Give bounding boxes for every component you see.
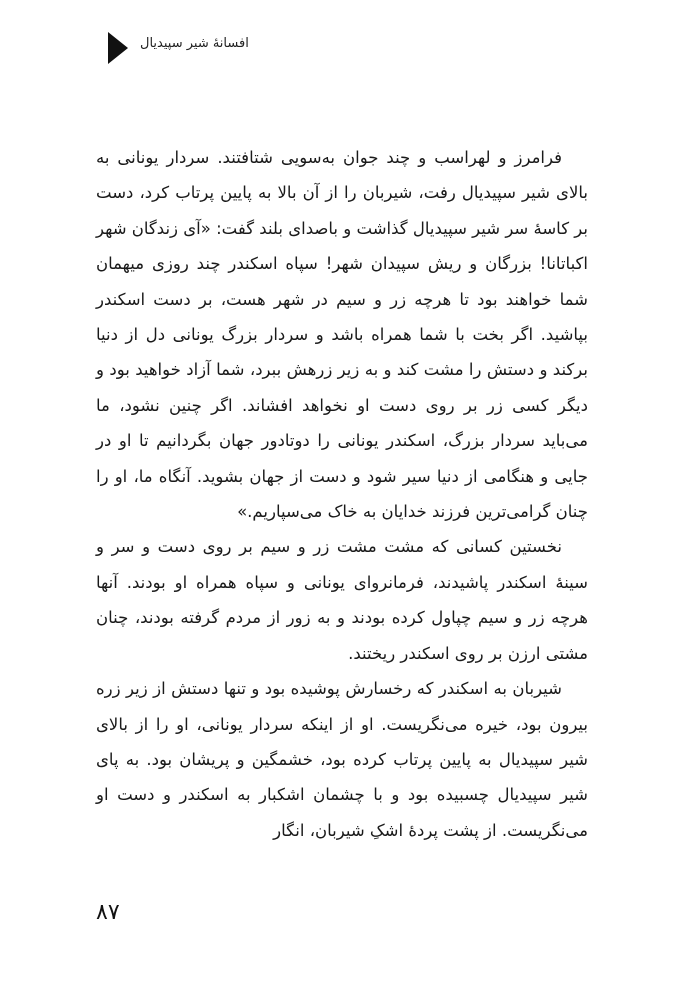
running-header xyxy=(100,28,260,68)
body-text xyxy=(96,140,588,848)
page-number: ۸۷ xyxy=(96,900,120,925)
paragraph-3: شیربان به اسکندر که رخسارش پوشیده بود و تنها دستش از زیر زره بیرون بود، خیره می‌نگریست. او از اینکه سردار یونانی، او را از بالای شیر سپیدیال به پایین پرتاب کرده بود، خشمگین و پریشان بود. به پای شیر سپیدیال چسبیده بود و با چشمان اشکبار به اسکندر و دست او می‌نگریست. از پشت پردهٔ اشکِ شیربان، انگار xyxy=(96,679,588,840)
paragraph-1: فرامرز و لهراسب و چند جوان به‌سویی شتافتند. سردار یونانی به بالای شیر سپیدیال رفت، شیربان را از آن بالا به پایین پرتاب کرد، دست بر کاسهٔ سر شیر سپیدیال گذاشت و باصدای بلند گفت: «آی زندگان شهر اکباتانا! بزرگان و ریش سپیدان شهر! سپاه اسکندر چند روزی میهمان شما خواهند بود تا هرچه زر و سیم در شهر هست، بر دست اسکندر بپاشید. اگر بخت با شما همراه باشد و سردار بزرگ یونانی دل از دنیا برکند و دستش را مشت کند و به زیر زرهش ببرد، شما آزاد خواهید بود و دیگر کسی زر بر روی دست او نخواهد افشاند. اگر چنین نشود، ما می‌باید سردار بزرگ، اسکندر یونانی را دوتادور جهان بگردانیم تا او در جایی و هنگامی از دنیا سیر شود و دست از جهان بشوید. آنگاه ما، او را چنان گرامی‌ترین فرزند خدایان به خاک می‌سپاریم.» xyxy=(96,148,588,522)
paragraph-2: نخستین کسانی که مشت مشت زر و سیم بر روی دست و سر و سینهٔ اسکندر پاشیدند، فرمانروای یونانی و سپاه همراه او بودند. آنها هرچه زر و سیم چپاول کرده بودند و به زور از مردم گرفته بودند، چنان مشتی ارزن بر روی اسکندر ریختند. xyxy=(96,537,588,663)
running-header-title: افسانهٔ شیر سپیدیال xyxy=(140,36,249,51)
triangle-marker-icon xyxy=(108,32,128,64)
